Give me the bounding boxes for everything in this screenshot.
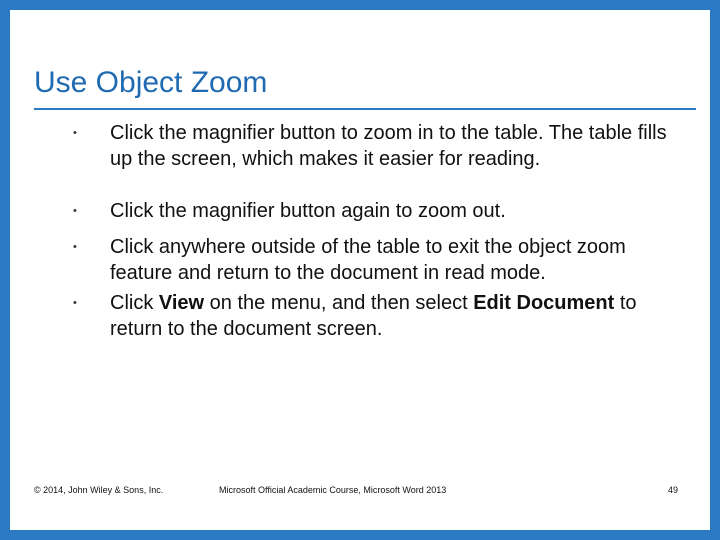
bullet-dot: •: [73, 241, 77, 253]
bullet-text: [110, 290, 688, 342]
text-run: Click anywhere outside of the table to exit the object zoom feature and return to the document in read mode.: [110, 236, 626, 284]
footer-course-name: Microsoft Official Academic Course, Microsoft Word 2013: [219, 485, 447, 495]
bullet-dot: •: [73, 297, 77, 309]
text-run: on the menu, and then select: [204, 292, 474, 314]
text-run: Click the magnifier button again to zoom out.: [110, 200, 506, 222]
text-run: to return to the document screen.: [110, 292, 637, 340]
bold-text-run: Edit Document: [473, 292, 615, 314]
text-run: Click the magnifier button to zoom in to the table. The table fills up the screen, which makes it easier for reading.: [110, 122, 667, 170]
bold-text-run: View: [158, 292, 205, 314]
bullet-text: [110, 120, 688, 172]
bullet-dot: •: [73, 127, 77, 139]
footer-copyright: © 2014, John Wiley & Sons, Inc.: [34, 485, 164, 495]
bullet-text: [110, 198, 688, 224]
text-run: Click: [110, 292, 159, 314]
slide-title: Use Object Zoom: [34, 66, 268, 99]
page-number: 49: [667, 485, 678, 495]
title-underline: [34, 108, 696, 110]
bullet-text: [110, 234, 688, 286]
bullet-dot: •: [73, 205, 77, 217]
